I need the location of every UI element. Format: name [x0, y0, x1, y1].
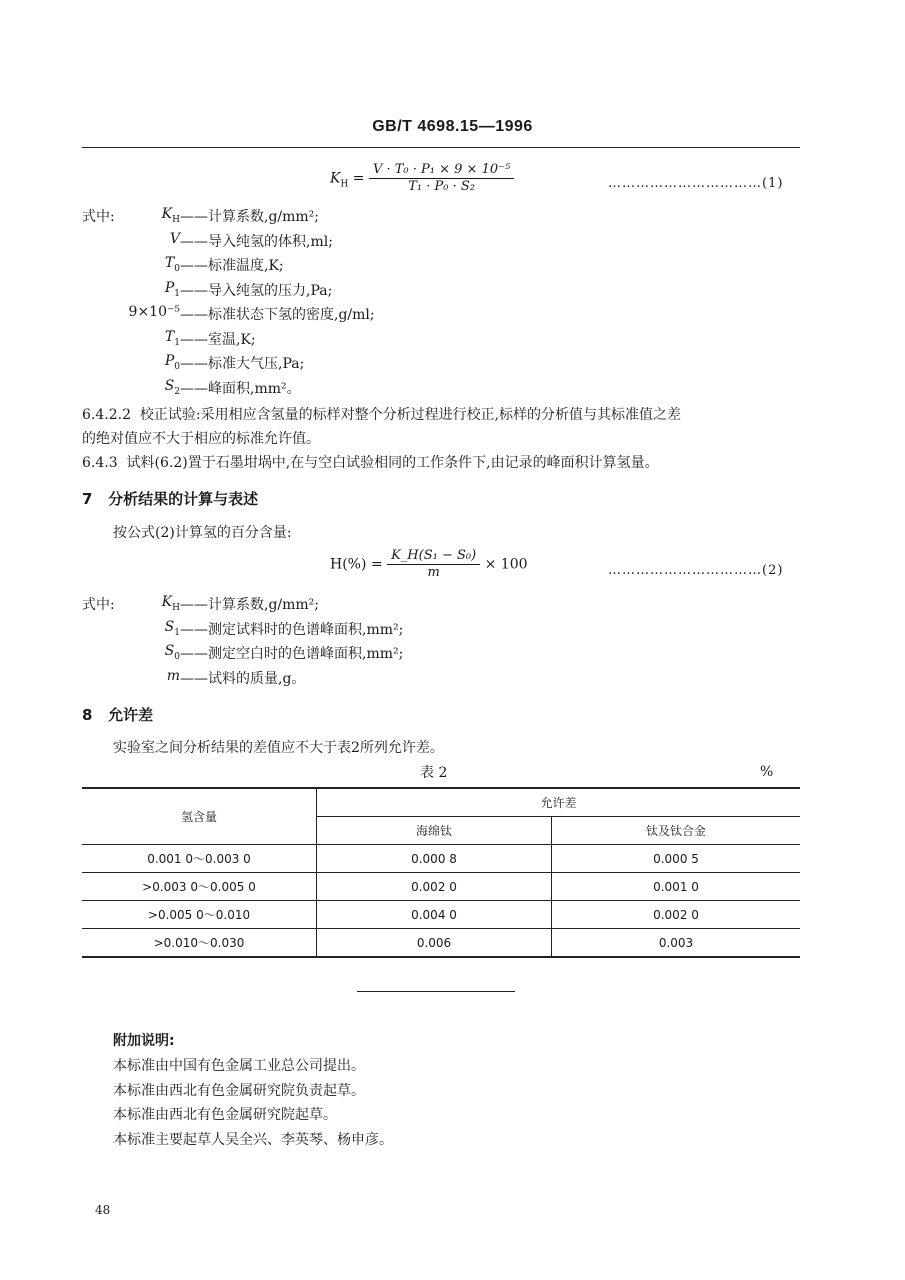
eq2-denominator: m	[427, 565, 440, 580]
section-number: 8	[82, 706, 93, 724]
eq1-fraction	[369, 162, 514, 195]
eq1-denominator: T₁ · P₀ · S₂	[408, 179, 475, 194]
variable-symbol: V	[169, 230, 180, 247]
clause-6-4-2-2-cont: 的绝对值应不大于相应的标准允许值。	[82, 431, 320, 447]
where-label-1: 式中:	[82, 209, 115, 225]
table-cell: >0.010～0.030	[82, 929, 317, 958]
variable-symbol: $T_0$	[164, 255, 180, 274]
clause-6-4-2-2	[82, 404, 681, 424]
variable-description: ——计算系数,g/mm²;	[180, 209, 320, 225]
section-title: 允许差	[108, 706, 154, 724]
eq2-lhs: H(%) =	[330, 556, 383, 573]
section-title: 分析结果的计算与表述	[108, 490, 259, 508]
variable-symbol: $S_2$	[164, 377, 180, 397]
variable-description: ——标准温度,K;	[180, 258, 284, 274]
variable-symbol: m	[166, 667, 180, 684]
col-header-allowance: 允许差	[317, 788, 801, 817]
eq2-tail: × 100	[484, 556, 528, 573]
col-header-hydrogen: 氢含量	[82, 788, 317, 845]
eq1-number: ……………………………(1)	[608, 176, 784, 191]
table-cell: 0.002 0	[317, 873, 552, 901]
variable-symbol: $S_0$	[164, 643, 180, 662]
separator-rule	[357, 991, 515, 992]
table-row	[82, 873, 800, 901]
variable-description: ——室温,K;	[180, 331, 256, 348]
variable-symbol: $S_1$	[164, 618, 180, 638]
variable-symbol: $P_0$	[164, 353, 180, 372]
note-line: 本标准由西北有色金属研究院起草。	[113, 1107, 337, 1123]
section-8-intro: 实验室之间分析结果的差值应不大于表2所列允许差。	[113, 740, 444, 756]
variable-description: ——标准状态下氢的密度,g/ml;	[180, 307, 375, 323]
variable-symbol: $T_1$	[164, 328, 180, 348]
table-cell: 0.004 0	[317, 901, 552, 929]
variable-description: ——导入纯氢的压力,Pa;	[180, 282, 333, 299]
table-cell: 0.001 0	[552, 873, 801, 901]
note-line: 本标准由中国有色金属工业总公司提出。	[113, 1058, 365, 1074]
variable-description: ——测定试料时的色谱峰面积,mm²;	[180, 621, 404, 638]
eq1-lhs: K	[330, 170, 341, 187]
clause-number: 6.4.2.2	[82, 407, 131, 423]
allowance-table	[82, 787, 800, 958]
note-line: 本标准主要起草人吴全兴、李英琴、杨申彦。	[113, 1131, 393, 1148]
variable-description: ——测定空白时的色谱峰面积,mm²;	[180, 646, 404, 662]
table-cell: >0.003 0～0.005 0	[82, 873, 317, 901]
variable-description: ——标准大气压,Pa;	[180, 356, 305, 372]
table-cell: 0.002 0	[552, 901, 801, 929]
section-7-heading	[82, 488, 258, 509]
variable-symbol: $K_H$	[161, 594, 180, 613]
table-cell: 0.000 8	[317, 845, 552, 873]
note-line: 本标准由西北有色金属研究院负责起草。	[113, 1082, 365, 1099]
table-cell: 0.003	[552, 929, 801, 958]
variable-symbol: $P_1$	[164, 279, 180, 299]
equation-2	[330, 548, 528, 581]
header-rule	[82, 147, 800, 148]
table-caption: 表 2	[420, 765, 448, 781]
variable-description: ——计算系数,g/mm²;	[180, 597, 320, 613]
table-row	[82, 929, 800, 958]
page-number: 48	[95, 1203, 111, 1217]
table-cell: 0.006	[317, 929, 552, 958]
variable-symbol: 9×10⁻⁵	[128, 304, 180, 320]
section-7-intro: 按公式(2)计算氢的百分含量:	[113, 525, 292, 541]
table-unit: %	[760, 764, 774, 780]
section-number: 7	[82, 490, 93, 508]
eq1-lhs-sub: H	[340, 179, 349, 190]
variable-description: ——试料的质量,g。	[180, 670, 306, 687]
table-cell: >0.005 0～0.010	[82, 901, 317, 929]
equation-1: $K_H$ = $\frac{\text{V · T₀ · P₁ × 9 × 10⁻⁵}}{\text{T₁ · P₀ · S₂}}$	[330, 162, 514, 195]
where-label-2: 式中:	[82, 597, 115, 613]
eq2-number: ……………………………(2)	[608, 563, 784, 578]
clause-6-4-3	[82, 452, 659, 472]
notes-title: 附加说明:	[113, 1033, 175, 1049]
col-header-sponge-titanium: 海绵钛	[317, 817, 552, 845]
col-header-titanium-alloy: 钛及钛合金	[552, 817, 801, 845]
section-8-heading	[82, 704, 153, 725]
eq1-numerator: V · T₀ · P₁ × 9 × 10⁻⁵	[369, 162, 514, 179]
table-cell: 0.001 0～0.003 0	[82, 845, 317, 873]
clause-text: 校正试验:采用相应含氢量的标样对整个分析过程进行校正,标样的分析值与其标准值之差	[139, 407, 682, 423]
standard-number: GB/T 4698.15—1996	[372, 118, 533, 135]
table-row	[82, 901, 800, 929]
table-cell: 0.000 5	[552, 845, 801, 873]
clause-number: 6.4.3	[82, 455, 118, 471]
eq2-fraction	[387, 548, 480, 581]
variable-description: ——峰面积,mm²。	[180, 380, 301, 397]
variable-description: ——导入纯氢的体积,ml;	[180, 233, 333, 250]
variable-symbol: $K_H$	[161, 206, 180, 225]
eq2-numerator: K_H(S₁ − S₀)	[387, 548, 480, 565]
table-row	[82, 845, 800, 873]
clause-text: 试料(6.2)置于石墨坩埚中,在与空白试验相同的工作条件下,由记录的峰面积计算氢量。	[126, 455, 659, 471]
